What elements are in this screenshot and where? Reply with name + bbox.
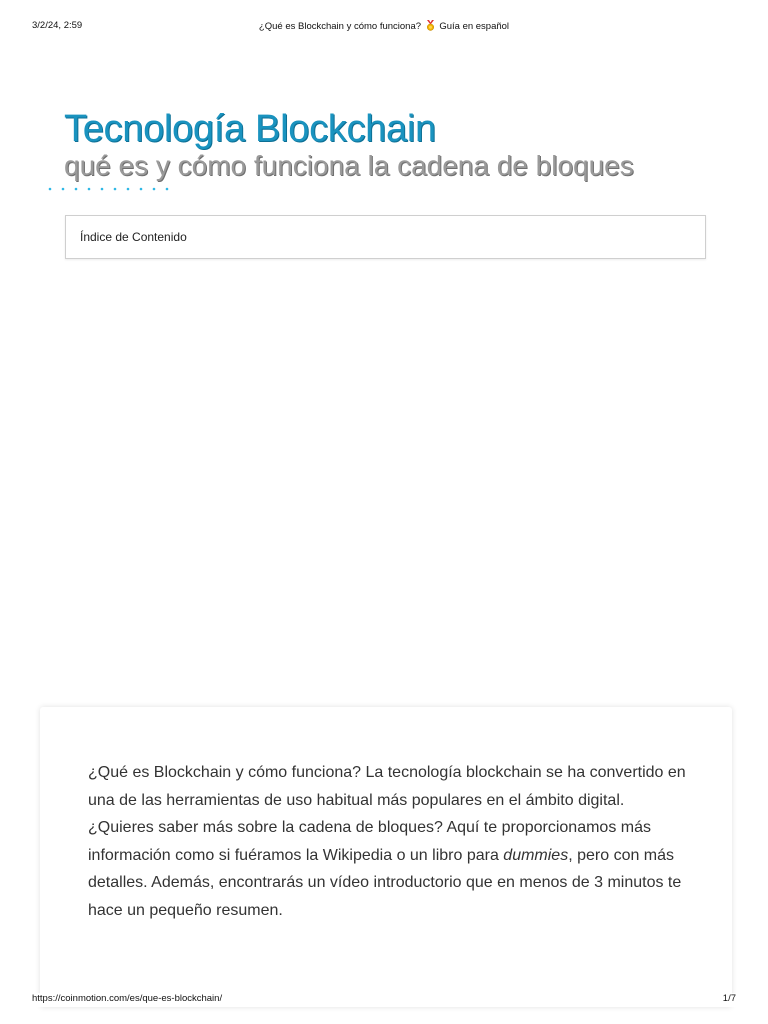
dotted-divider bbox=[48, 182, 178, 196]
print-title bbox=[0, 20, 768, 32]
page-subtitle: qué es y cómo funciona la cadena de bloques bbox=[64, 150, 634, 181]
medal-icon bbox=[426, 20, 435, 31]
print-title-suffix: Guía en español bbox=[439, 21, 510, 32]
print-title-text: ¿Qué es Blockchain y cómo funciona? bbox=[258, 21, 422, 32]
intro-card bbox=[40, 707, 732, 1007]
print-header bbox=[0, 20, 768, 34]
print-footer bbox=[0, 993, 768, 1007]
intro-text-part1: ¿Qué es Blockchain y cómo funciona? La tecnología blockchain se ha convertido en una de las herramientas de uso habitual más populares en el ámbito digital. ¿Quieres saber más sobre la cadena de bloques? Aquí te proporcionamos más información como si fuéramos la Wikipedia o un libro para bbox=[88, 764, 686, 864]
intro-paragraph bbox=[88, 759, 688, 924]
print-date: 3/2/24, 2:59 bbox=[32, 20, 83, 31]
intro-emphasis: dummies bbox=[503, 846, 569, 864]
table-of-contents[interactable] bbox=[65, 215, 706, 259]
page-number: 1/7 bbox=[722, 993, 736, 1004]
intro-text-part2: , pero con más detalles. Además, encontrarás un vídeo introductorio que en menos de 3 minutos te hace un pequeño resumen. bbox=[88, 846, 682, 919]
page-title: Tecnología Blockchain bbox=[64, 108, 436, 150]
page-url[interactable]: https://coinmotion.com/es/que-es-blockchain/ bbox=[32, 993, 223, 1004]
toc-label[interactable]: Índice de Contenido bbox=[80, 230, 187, 244]
